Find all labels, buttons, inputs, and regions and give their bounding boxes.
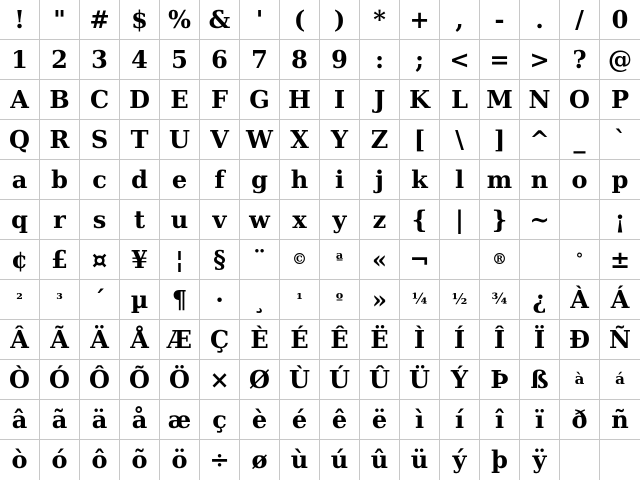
glyph-cell[interactable]: ù [280, 440, 320, 480]
glyph-cell[interactable]: # [80, 0, 120, 40]
glyph-cell[interactable]: Í [440, 320, 480, 360]
glyph-cell[interactable]: À [560, 280, 600, 320]
glyph-cell[interactable]: § [200, 240, 240, 280]
glyph-cell[interactable]: @ [600, 40, 640, 80]
glyph-cell[interactable]: n [520, 160, 560, 200]
glyph-cell[interactable]: l [440, 160, 480, 200]
glyph-cell[interactable]: ó [40, 440, 80, 480]
glyph-cell[interactable]: m [480, 160, 520, 200]
glyph-cell[interactable]: ú [320, 440, 360, 480]
glyph-cell[interactable]: Ô [80, 360, 120, 400]
glyph-cell[interactable]: ~ [520, 200, 560, 240]
glyph-cell[interactable] [600, 440, 640, 480]
glyph-cell[interactable]: ê [320, 400, 360, 440]
glyph-cell[interactable]: Ð [560, 320, 600, 360]
glyph-cell[interactable]: = [480, 40, 520, 80]
glyph-cell[interactable]: ! [0, 0, 40, 40]
glyph-cell[interactable]: z [360, 200, 400, 240]
glyph-cell[interactable]: Ç [200, 320, 240, 360]
glyph-cell[interactable]: ½ [440, 280, 480, 320]
glyph-cell[interactable]: ¶ [160, 280, 200, 320]
glyph-cell[interactable]: 1 [0, 40, 40, 80]
glyph-cell[interactable]: ) [320, 0, 360, 40]
glyph-cell[interactable]: " [40, 0, 80, 40]
glyph-cell[interactable]: ¼ [400, 280, 440, 320]
glyph-cell[interactable]: ^ [520, 120, 560, 160]
glyph-cell[interactable]: ¿ [520, 280, 560, 320]
glyph-cell[interactable]: Ê [320, 320, 360, 360]
glyph-cell[interactable]: 2 [40, 40, 80, 80]
glyph-cell[interactable]: : [360, 40, 400, 80]
glyph-cell[interactable]: ' [240, 0, 280, 40]
glyph-cell[interactable]: s [80, 200, 120, 240]
glyph-cell[interactable]: « [360, 240, 400, 280]
glyph-cell[interactable] [560, 200, 600, 240]
glyph-cell[interactable]: A [0, 80, 40, 120]
glyph-cell[interactable]: ; [400, 40, 440, 80]
glyph-cell[interactable]: © [280, 240, 320, 280]
glyph-cell[interactable]: Þ [480, 360, 520, 400]
glyph-cell[interactable]: ¨ [240, 240, 280, 280]
glyph-cell[interactable]: ¦ [160, 240, 200, 280]
glyph-cell[interactable]: ´ [80, 280, 120, 320]
glyph-cell[interactable]: ã [40, 400, 80, 440]
glyph-cell[interactable]: i [320, 160, 360, 200]
glyph-cell[interactable] [440, 240, 480, 280]
glyph-cell[interactable]: ? [560, 40, 600, 80]
glyph-cell[interactable]: , [440, 0, 480, 40]
glyph-cell[interactable]: Ñ [600, 320, 640, 360]
glyph-cell[interactable]: / [560, 0, 600, 40]
glyph-cell[interactable]: ² [0, 280, 40, 320]
glyph-cell[interactable]: f [200, 160, 240, 200]
glyph-cell[interactable]: * [360, 0, 400, 40]
glyph-cell[interactable]: Â [0, 320, 40, 360]
glyph-cell[interactable]: - [480, 0, 520, 40]
glyph-cell[interactable]: Ý [440, 360, 480, 400]
glyph-cell[interactable]: r [40, 200, 80, 240]
glyph-cell[interactable]: Å [120, 320, 160, 360]
glyph-cell[interactable]: ö [160, 440, 200, 480]
glyph-cell[interactable]: a [0, 160, 40, 200]
glyph-cell[interactable]: Q [0, 120, 40, 160]
glyph-cell[interactable]: á [600, 360, 640, 400]
glyph-cell[interactable]: » [360, 280, 400, 320]
glyph-cell[interactable]: È [240, 320, 280, 360]
glyph-cell[interactable]: [ [400, 120, 440, 160]
glyph-cell[interactable]: ] [480, 120, 520, 160]
glyph-cell[interactable]: Ã [40, 320, 80, 360]
glyph-cell[interactable]: 9 [320, 40, 360, 80]
glyph-cell[interactable]: º [320, 280, 360, 320]
glyph-cell[interactable]: ý [440, 440, 480, 480]
glyph-cell[interactable]: o [560, 160, 600, 200]
glyph-cell[interactable]: v [200, 200, 240, 240]
glyph-cell[interactable]: P [600, 80, 640, 120]
glyph-cell[interactable]: e [160, 160, 200, 200]
glyph-cell[interactable]: g [240, 160, 280, 200]
glyph-cell[interactable]: J [360, 80, 400, 120]
glyph-cell[interactable]: < [440, 40, 480, 80]
glyph-cell[interactable]: Ì [400, 320, 440, 360]
glyph-cell[interactable]: O [560, 80, 600, 120]
glyph-cell[interactable]: Y [320, 120, 360, 160]
glyph-cell[interactable]: Á [600, 280, 640, 320]
glyph-cell[interactable]: ¥ [120, 240, 160, 280]
glyph-cell[interactable]: + [400, 0, 440, 40]
glyph-cell[interactable]: L [440, 80, 480, 120]
glyph-cell[interactable]: % [160, 0, 200, 40]
glyph-cell[interactable]: | [440, 200, 480, 240]
glyph-cell[interactable]: û [360, 440, 400, 480]
glyph-cell[interactable]: â [0, 400, 40, 440]
glyph-cell[interactable]: × [200, 360, 240, 400]
glyph-cell[interactable]: Z [360, 120, 400, 160]
glyph-cell[interactable]: K [400, 80, 440, 120]
glyph-cell[interactable]: { [400, 200, 440, 240]
glyph-cell[interactable]: ÿ [520, 440, 560, 480]
glyph-cell[interactable]: ë [360, 400, 400, 440]
glyph-cell[interactable]: ¾ [480, 280, 520, 320]
glyph-cell[interactable]: ì [400, 400, 440, 440]
glyph-cell[interactable]: ` [600, 120, 640, 160]
glyph-cell[interactable]: 4 [120, 40, 160, 80]
glyph-cell[interactable]: } [480, 200, 520, 240]
glyph-cell[interactable]: £ [40, 240, 80, 280]
glyph-cell[interactable]: X [280, 120, 320, 160]
glyph-cell[interactable]: k [400, 160, 440, 200]
glyph-cell[interactable]: å [120, 400, 160, 440]
glyph-cell[interactable]: w [240, 200, 280, 240]
glyph-cell[interactable]: õ [120, 440, 160, 480]
glyph-cell[interactable]: Ú [320, 360, 360, 400]
glyph-cell[interactable]: Ï [520, 320, 560, 360]
glyph-cell[interactable]: ( [280, 0, 320, 40]
glyph-cell[interactable]: ³ [40, 280, 80, 320]
glyph-cell[interactable]: H [280, 80, 320, 120]
glyph-cell[interactable]: Ö [160, 360, 200, 400]
glyph-cell[interactable]: E [160, 80, 200, 120]
glyph-cell[interactable]: Ä [80, 320, 120, 360]
glyph-cell[interactable]: V [200, 120, 240, 160]
glyph-cell[interactable]: W [240, 120, 280, 160]
glyph-cell[interactable]: 8 [280, 40, 320, 80]
glyph-cell[interactable]: T [120, 120, 160, 160]
glyph-cell[interactable]: F [200, 80, 240, 120]
glyph-cell[interactable]: Ó [40, 360, 80, 400]
glyph-cell[interactable]: u [160, 200, 200, 240]
glyph-cell[interactable]: î [480, 400, 520, 440]
glyph-cell[interactable]: æ [160, 400, 200, 440]
glyph-cell[interactable]: ¢ [0, 240, 40, 280]
glyph-cell[interactable]: à [560, 360, 600, 400]
glyph-cell[interactable]: > [520, 40, 560, 80]
glyph-cell[interactable]: \ [440, 120, 480, 160]
glyph-cell[interactable]: ß [520, 360, 560, 400]
glyph-cell[interactable]: 0 [600, 0, 640, 40]
glyph-cell[interactable]: 6 [200, 40, 240, 80]
glyph-cell[interactable]: 7 [240, 40, 280, 80]
glyph-cell[interactable]: ÷ [200, 440, 240, 480]
glyph-cell[interactable]: 3 [80, 40, 120, 80]
glyph-cell[interactable]: Ò [0, 360, 40, 400]
glyph-cell[interactable]: M [480, 80, 520, 120]
glyph-cell[interactable]: t [120, 200, 160, 240]
glyph-cell[interactable]: R [40, 120, 80, 160]
glyph-cell[interactable]: É [280, 320, 320, 360]
glyph-cell[interactable]: ò [0, 440, 40, 480]
glyph-cell[interactable]: ¡ [600, 200, 640, 240]
glyph-cell[interactable]: $ [120, 0, 160, 40]
glyph-cell[interactable]: Ü [400, 360, 440, 400]
glyph-cell[interactable]: è [240, 400, 280, 440]
glyph-cell[interactable]: . [520, 0, 560, 40]
glyph-cell[interactable]: ° [560, 240, 600, 280]
glyph-cell[interactable]: q [0, 200, 40, 240]
glyph-cell[interactable] [520, 240, 560, 280]
glyph-cell[interactable]: Ë [360, 320, 400, 360]
glyph-cell[interactable]: j [360, 160, 400, 200]
glyph-cell[interactable]: ª [320, 240, 360, 280]
glyph-cell[interactable]: C [80, 80, 120, 120]
glyph-cell[interactable]: Ù [280, 360, 320, 400]
glyph-cell[interactable]: ü [400, 440, 440, 480]
glyph-cell[interactable]: Æ [160, 320, 200, 360]
glyph-cell[interactable]: ï [520, 400, 560, 440]
glyph-cell[interactable]: N [520, 80, 560, 120]
glyph-cell[interactable]: B [40, 80, 80, 120]
glyph-cell[interactable]: Î [480, 320, 520, 360]
glyph-cell[interactable]: _ [560, 120, 600, 160]
glyph-cell[interactable]: ± [600, 240, 640, 280]
glyph-cell[interactable]: Û [360, 360, 400, 400]
glyph-cell[interactable]: ® [480, 240, 520, 280]
glyph-cell[interactable]: Õ [120, 360, 160, 400]
glyph-cell[interactable]: ô [80, 440, 120, 480]
glyph-cell[interactable]: þ [480, 440, 520, 480]
glyph-cell[interactable]: 5 [160, 40, 200, 80]
glyph-cell[interactable]: b [40, 160, 80, 200]
glyph-cell[interactable]: · [200, 280, 240, 320]
glyph-cell[interactable]: ¬ [400, 240, 440, 280]
glyph-cell[interactable]: G [240, 80, 280, 120]
glyph-cell[interactable]: ñ [600, 400, 640, 440]
glyph-cell[interactable]: é [280, 400, 320, 440]
glyph-cell[interactable]: U [160, 120, 200, 160]
glyph-cell[interactable] [560, 440, 600, 480]
glyph-cell[interactable]: Ø [240, 360, 280, 400]
glyph-cell[interactable]: c [80, 160, 120, 200]
glyph-cell[interactable]: x [280, 200, 320, 240]
glyph-cell[interactable]: I [320, 80, 360, 120]
glyph-cell[interactable]: D [120, 80, 160, 120]
glyph-cell[interactable]: ä [80, 400, 120, 440]
glyph-cell[interactable]: ø [240, 440, 280, 480]
glyph-cell[interactable]: í [440, 400, 480, 440]
glyph-cell[interactable]: S [80, 120, 120, 160]
glyph-cell[interactable]: ç [200, 400, 240, 440]
glyph-cell[interactable]: d [120, 160, 160, 200]
glyph-cell[interactable]: µ [120, 280, 160, 320]
glyph-cell[interactable]: & [200, 0, 240, 40]
glyph-cell[interactable]: ¤ [80, 240, 120, 280]
glyph-cell[interactable]: h [280, 160, 320, 200]
glyph-cell[interactable]: p [600, 160, 640, 200]
glyph-cell[interactable]: ¹ [280, 280, 320, 320]
glyph-cell[interactable]: ¸ [240, 280, 280, 320]
glyph-cell[interactable]: y [320, 200, 360, 240]
glyph-cell[interactable]: ð [560, 400, 600, 440]
